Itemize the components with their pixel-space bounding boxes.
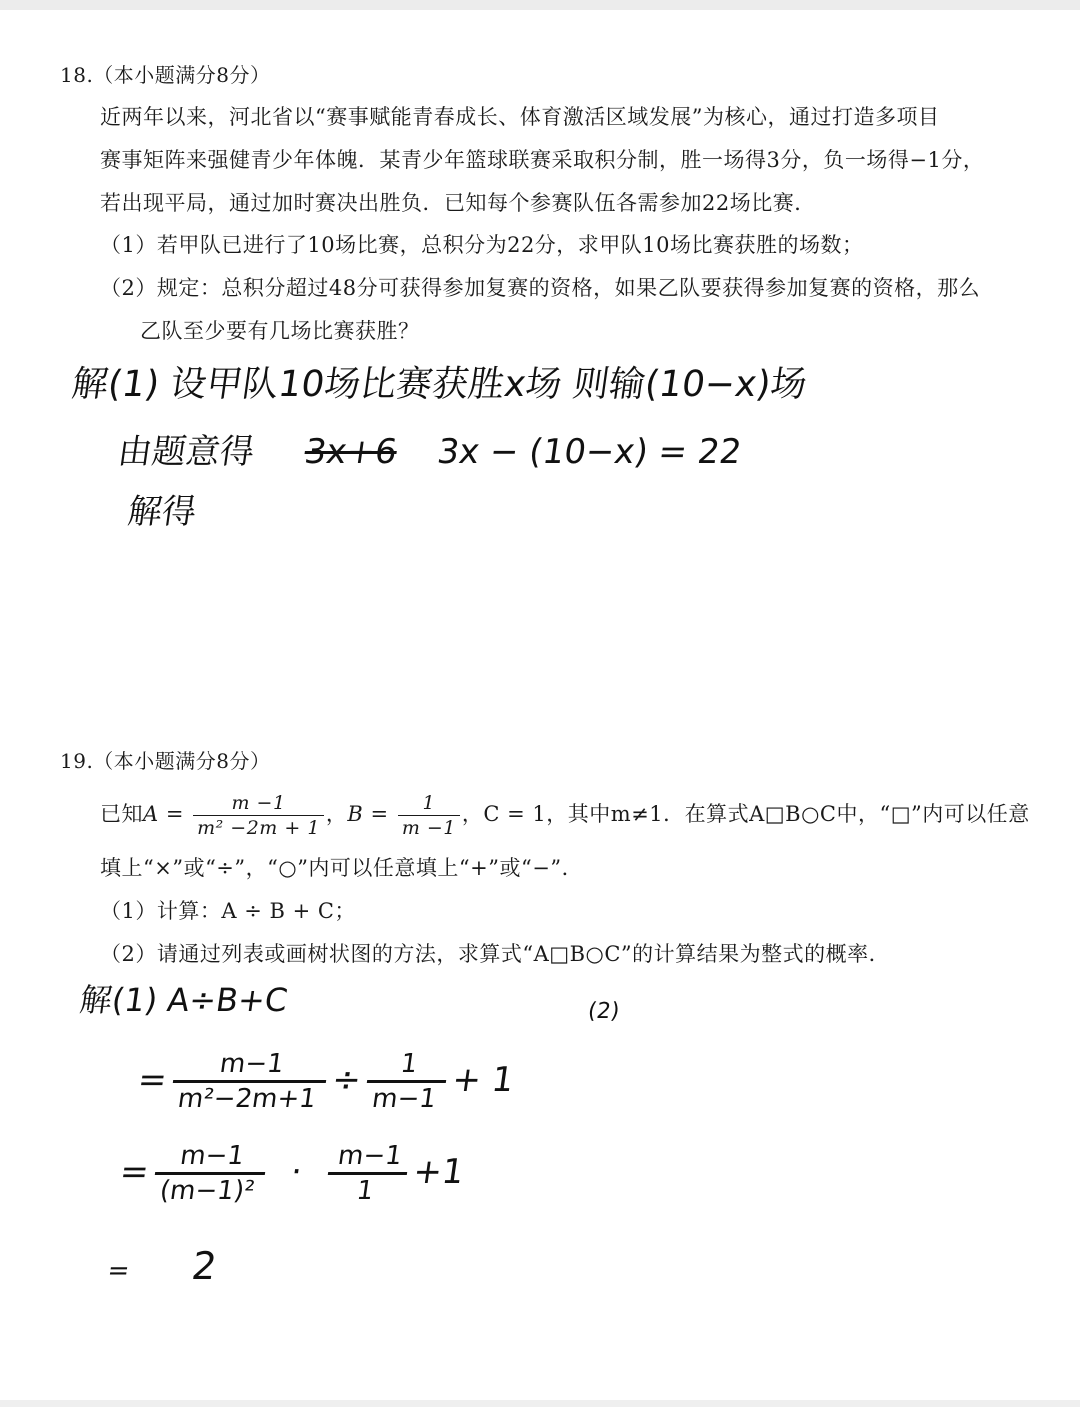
hw19-line-4-result: 2 <box>189 1244 220 1288</box>
hw19-line-2-frac-1 <box>168 1048 331 1115</box>
hw18-line-2 <box>115 432 744 472</box>
hw19-line-1: 解(1) A÷B+C <box>77 981 290 1019</box>
hw19-line-2-frac-1-den: m²−2m+1 <box>175 1084 318 1114</box>
hw19-line-4 <box>105 1246 219 1291</box>
q19-given-line <box>100 788 1030 840</box>
hw19-line-3-frac-2 <box>323 1140 412 1207</box>
q19-eq-a: = <box>158 802 192 826</box>
hw19-line-3-dot: · <box>288 1152 305 1192</box>
q19-var-a: A <box>143 802 159 826</box>
hw19-part-2-label: (2) <box>586 999 621 1024</box>
q19-separator: ， <box>325 802 348 826</box>
hw19-line-3-frac-1-den: (m−1)² <box>157 1176 257 1206</box>
hw19-line-3-eq: = <box>117 1152 152 1192</box>
q19-fraction-a-den: m² −2m + 1 <box>197 817 320 839</box>
hw18-line-1: 解(1) 设甲队10场比赛获胜x场 则输(10−x)场 <box>69 364 810 405</box>
q18-paragraph-line-1: 近两年以来，河北省以“赛事赋能青春成长、体育激活区域发展”为核心，通过打造多项目 <box>100 105 940 129</box>
hw19-line-3-frac-2-den: 1 <box>354 1176 376 1206</box>
hw19-line-4-eq: = <box>105 1256 132 1286</box>
q19-fraction-b-num: 1 <box>398 791 460 816</box>
hw19-line-2-tail: + 1 <box>449 1060 517 1100</box>
q19-fraction-a <box>193 791 324 840</box>
hw19-line-2-eq: = <box>135 1060 170 1100</box>
hw19-line-3 <box>115 1140 468 1207</box>
hw18-equation: 3x − (10−x) = 22 <box>434 432 744 472</box>
hw18-crossed-out: 3x+6 <box>302 432 400 472</box>
hw19-line-2-frac-2-den: m−1 <box>370 1084 439 1114</box>
hw19-line-2-frac-2 <box>362 1048 451 1115</box>
q19-paragraph-line-2: 填上“×”或“÷”，“○”内可以任意填上“+”或“−”． <box>100 856 584 880</box>
q18-heading: 18.（本小题满分8分） <box>60 63 271 87</box>
q19-var-b: B <box>347 802 364 826</box>
q19-fraction-b <box>398 791 460 840</box>
hw19-line-2-frac-1-num: m−1 <box>172 1048 331 1083</box>
q19-eq-b: = <box>363 802 396 826</box>
q19-subquestion-2: （2）请通过列表或画树状图的方法，求算式“A□B○C”的计算结果为整式的概率． <box>100 942 891 966</box>
hw19-line-3-frac-2-num: m−1 <box>327 1140 412 1175</box>
q18-subquestion-2-cont: 乙队至少要有几场比赛获胜？ <box>140 319 420 343</box>
q19-given-rest: ，C = 1，其中m≠1．在算式A□B○C中，“□”内可以任意 <box>461 802 1030 826</box>
q18-paragraph-line-2: 赛事矩阵来强健青少年体魄．某青少年篮球联赛采取积分制，胜一场得3分，负一场得−1分， <box>100 148 985 172</box>
hw19-line-3-tail: +1 <box>410 1152 467 1192</box>
top-margin-strip <box>0 0 1080 10</box>
q19-fraction-b-den: m −1 <box>401 817 456 839</box>
hw18-given: 由题意得 <box>115 432 257 472</box>
q19-subquestion-1: （1）计算：A ÷ B + C； <box>100 899 356 923</box>
hw19-line-2-frac-2-num: 1 <box>367 1048 452 1083</box>
hw18-line-3: 解得 <box>125 492 199 532</box>
q18-paragraph-line-3: 若出现平局，通过加时赛决出胜负．已知每个参赛队伍各需参加22场比赛． <box>100 191 816 215</box>
q18-subquestion-1: （1）若甲队已进行了10场比赛，总积分为22分，求甲队10场比赛获胜的场数； <box>100 233 864 257</box>
q19-known-label: 已知 <box>100 802 143 826</box>
q19-heading: 19.（本小题满分8分） <box>60 749 271 773</box>
q19-fraction-a-num: m −1 <box>193 791 324 816</box>
bottom-margin-strip <box>0 1400 1080 1407</box>
hw19-line-2 <box>133 1048 518 1115</box>
hw19-line-2-div: ÷ <box>329 1060 364 1100</box>
hw19-line-3-frac-1 <box>150 1140 270 1207</box>
hw19-line-3-frac-1-num: m−1 <box>154 1140 269 1175</box>
q18-subquestion-2: （2）规定：总积分超过48分可获得参加复赛的资格，如果乙队要获得参加复赛的资格，那么 <box>100 276 981 300</box>
